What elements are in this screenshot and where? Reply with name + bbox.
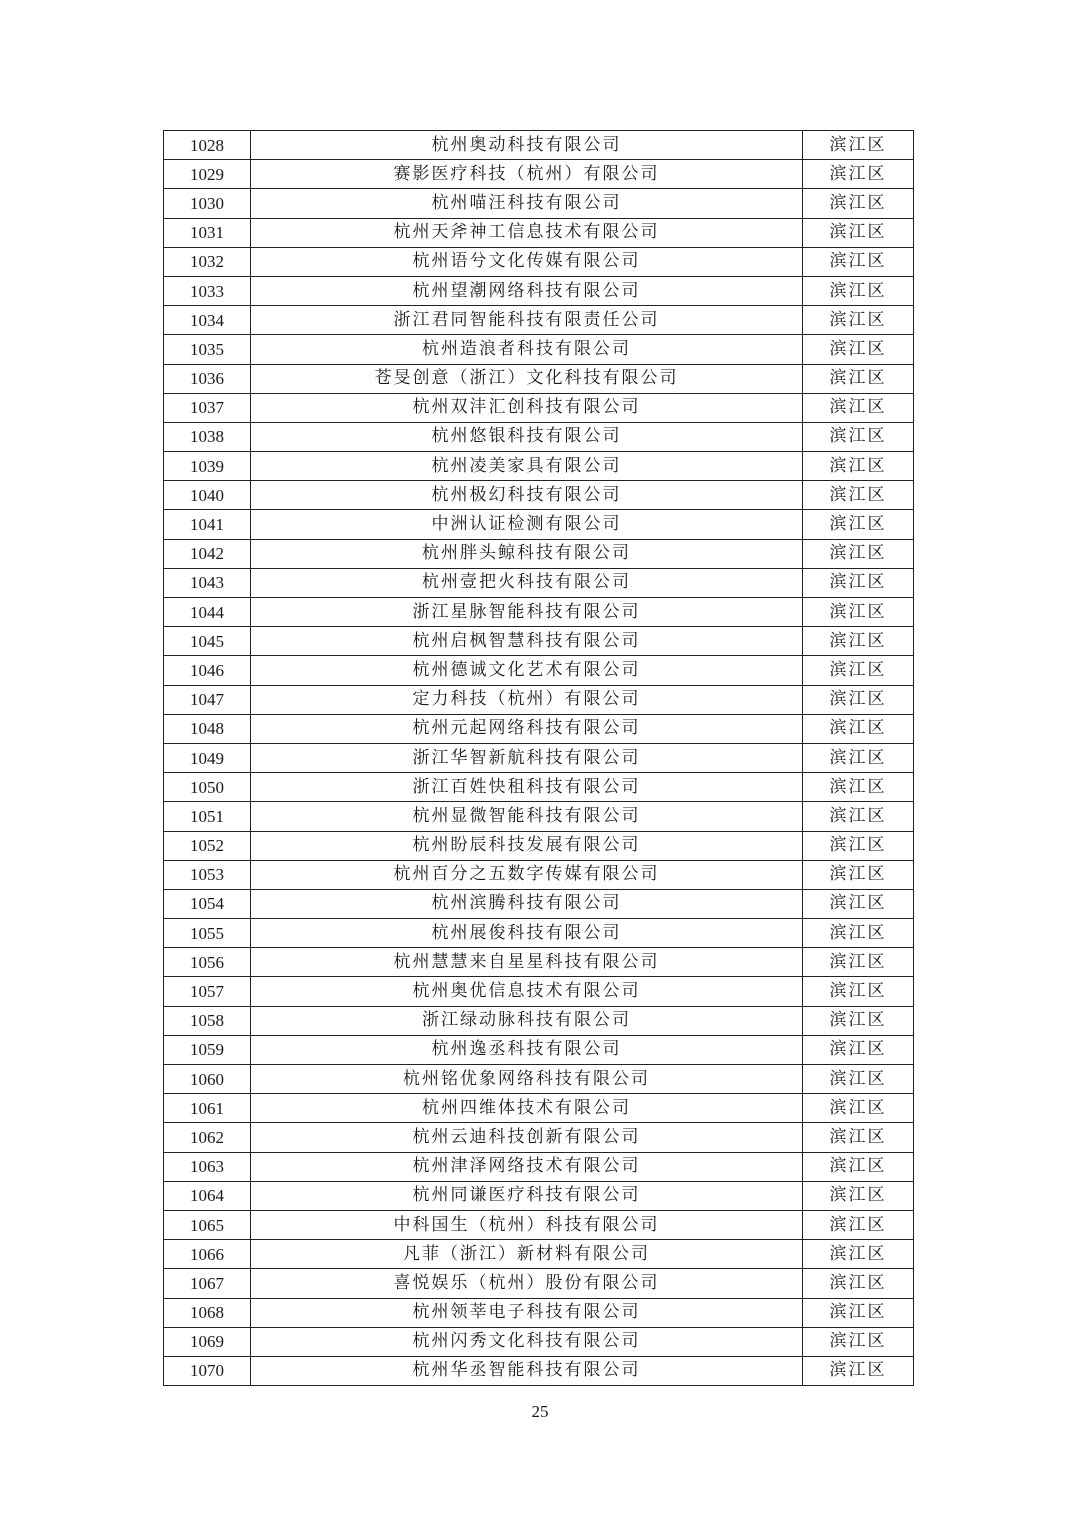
- table-row: [164, 1327, 914, 1356]
- district-name: 滨江区: [803, 218, 914, 247]
- table-row: [164, 481, 914, 510]
- table-row: [164, 247, 914, 276]
- table-row: [164, 831, 914, 860]
- table-row: [164, 189, 914, 218]
- table-row: [164, 919, 914, 948]
- row-number: 1050: [164, 773, 251, 802]
- company-name: 杭州滨腾科技有限公司: [251, 889, 803, 918]
- district-name: 滨江区: [803, 452, 914, 481]
- district-name: 滨江区: [803, 1065, 914, 1094]
- district-name: 滨江区: [803, 131, 914, 160]
- table-row: [164, 889, 914, 918]
- table-row: [164, 773, 914, 802]
- table-row: [164, 1035, 914, 1064]
- table-row: [164, 364, 914, 393]
- district-name: 滨江区: [803, 919, 914, 948]
- row-number: 1044: [164, 598, 251, 627]
- row-number: 1040: [164, 481, 251, 510]
- company-name: 杭州喵汪科技有限公司: [251, 189, 803, 218]
- district-name: 滨江区: [803, 364, 914, 393]
- district-name: 滨江区: [803, 1298, 914, 1327]
- table-row: [164, 1152, 914, 1181]
- company-name: 杭州奥动科技有限公司: [251, 131, 803, 160]
- row-number: 1046: [164, 656, 251, 685]
- row-number: 1055: [164, 919, 251, 948]
- table-row: [164, 1006, 914, 1035]
- row-number: 1064: [164, 1181, 251, 1210]
- table-row: [164, 1065, 914, 1094]
- table-row: [164, 1210, 914, 1239]
- table-row: [164, 1269, 914, 1298]
- district-name: 滨江区: [803, 831, 914, 860]
- company-name: 浙江星脉智能科技有限公司: [251, 598, 803, 627]
- row-number: 1066: [164, 1240, 251, 1269]
- district-name: 滨江区: [803, 889, 914, 918]
- table-row: [164, 306, 914, 335]
- district-name: 滨江区: [803, 160, 914, 189]
- district-name: 滨江区: [803, 481, 914, 510]
- district-name: 滨江区: [803, 773, 914, 802]
- company-name: 定力科技（杭州）有限公司: [251, 685, 803, 714]
- company-name: 杭州凌美家具有限公司: [251, 452, 803, 481]
- district-name: 滨江区: [803, 1356, 914, 1385]
- company-name: 杭州壹把火科技有限公司: [251, 568, 803, 597]
- district-name: 滨江区: [803, 802, 914, 831]
- district-name: 滨江区: [803, 598, 914, 627]
- district-name: 滨江区: [803, 743, 914, 772]
- row-number: 1065: [164, 1210, 251, 1239]
- table-row: [164, 276, 914, 305]
- district-name: 滨江区: [803, 539, 914, 568]
- company-name: 凡菲（浙江）新材料有限公司: [251, 1240, 803, 1269]
- district-name: 滨江区: [803, 1240, 914, 1269]
- company-name: 杭州显微智能科技有限公司: [251, 802, 803, 831]
- table-row: [164, 422, 914, 451]
- company-name: 喜悦娱乐（杭州）股份有限公司: [251, 1269, 803, 1298]
- district-name: 滨江区: [803, 627, 914, 656]
- district-name: 滨江区: [803, 1327, 914, 1356]
- company-name: 苍旻创意（浙江）文化科技有限公司: [251, 364, 803, 393]
- row-number: 1035: [164, 335, 251, 364]
- row-number: 1031: [164, 218, 251, 247]
- row-number: 1043: [164, 568, 251, 597]
- table-row: [164, 539, 914, 568]
- row-number: 1067: [164, 1269, 251, 1298]
- company-name: 杭州德诚文化艺术有限公司: [251, 656, 803, 685]
- table-body: [164, 131, 914, 1386]
- row-number: 1042: [164, 539, 251, 568]
- district-name: 滨江区: [803, 1123, 914, 1152]
- company-name: 杭州望潮网络科技有限公司: [251, 276, 803, 305]
- row-number: 1037: [164, 393, 251, 422]
- row-number: 1059: [164, 1035, 251, 1064]
- district-name: 滨江区: [803, 685, 914, 714]
- company-name: 杭州同谦医疗科技有限公司: [251, 1181, 803, 1210]
- district-name: 滨江区: [803, 276, 914, 305]
- district-name: 滨江区: [803, 1210, 914, 1239]
- district-name: 滨江区: [803, 568, 914, 597]
- table-row: [164, 1356, 914, 1385]
- row-number: 1048: [164, 714, 251, 743]
- company-name: 杭州逸丞科技有限公司: [251, 1035, 803, 1064]
- row-number: 1045: [164, 627, 251, 656]
- row-number: 1061: [164, 1094, 251, 1123]
- row-number: 1052: [164, 831, 251, 860]
- company-name: 杭州悠银科技有限公司: [251, 422, 803, 451]
- row-number: 1032: [164, 247, 251, 276]
- table-row: [164, 1298, 914, 1327]
- row-number: 1070: [164, 1356, 251, 1385]
- row-number: 1062: [164, 1123, 251, 1152]
- row-number: 1053: [164, 860, 251, 889]
- row-number: 1058: [164, 1006, 251, 1035]
- table-row: [164, 1181, 914, 1210]
- district-name: 滨江区: [803, 1094, 914, 1123]
- row-number: 1069: [164, 1327, 251, 1356]
- table-row: [164, 568, 914, 597]
- row-number: 1057: [164, 977, 251, 1006]
- company-name: 中科国生（杭州）科技有限公司: [251, 1210, 803, 1239]
- company-name: 杭州领莘电子科技有限公司: [251, 1298, 803, 1327]
- company-name: 杭州慧慧来自星星科技有限公司: [251, 948, 803, 977]
- district-name: 滨江区: [803, 422, 914, 451]
- page-number: 25: [531, 1402, 549, 1421]
- district-name: 滨江区: [803, 510, 914, 539]
- district-name: 滨江区: [803, 1269, 914, 1298]
- row-number: 1060: [164, 1065, 251, 1094]
- company-name: 浙江君同智能科技有限责任公司: [251, 306, 803, 335]
- table-row: [164, 218, 914, 247]
- district-name: 滨江区: [803, 335, 914, 364]
- district-name: 滨江区: [803, 656, 914, 685]
- table-row: [164, 948, 914, 977]
- table-row: [164, 685, 914, 714]
- company-name: 杭州铭优象网络科技有限公司: [251, 1065, 803, 1094]
- district-name: 滨江区: [803, 306, 914, 335]
- district-name: 滨江区: [803, 977, 914, 1006]
- company-name: 杭州启枫智慧科技有限公司: [251, 627, 803, 656]
- row-number: 1034: [164, 306, 251, 335]
- company-name: 浙江绿动脉科技有限公司: [251, 1006, 803, 1035]
- row-number: 1068: [164, 1298, 251, 1327]
- company-name: 杭州闪秀文化科技有限公司: [251, 1327, 803, 1356]
- row-number: 1063: [164, 1152, 251, 1181]
- table-row: [164, 510, 914, 539]
- company-name: 杭州云迪科技创新有限公司: [251, 1123, 803, 1152]
- row-number: 1041: [164, 510, 251, 539]
- district-name: 滨江区: [803, 1006, 914, 1035]
- company-name: 杭州四维体技术有限公司: [251, 1094, 803, 1123]
- row-number: 1056: [164, 948, 251, 977]
- company-name: 浙江百姓快租科技有限公司: [251, 773, 803, 802]
- row-number: 1038: [164, 422, 251, 451]
- row-number: 1051: [164, 802, 251, 831]
- row-number: 1033: [164, 276, 251, 305]
- row-number: 1028: [164, 131, 251, 160]
- company-name: 杭州盼辰科技发展有限公司: [251, 831, 803, 860]
- table-row: [164, 1123, 914, 1152]
- company-name: 杭州胖头鲸科技有限公司: [251, 539, 803, 568]
- table-row: [164, 860, 914, 889]
- company-name: 杭州奥优信息技术有限公司: [251, 977, 803, 1006]
- company-name: 杭州展俊科技有限公司: [251, 919, 803, 948]
- company-name: 杭州华丞智能科技有限公司: [251, 1356, 803, 1385]
- row-number: 1036: [164, 364, 251, 393]
- district-name: 滨江区: [803, 714, 914, 743]
- district-name: 滨江区: [803, 860, 914, 889]
- company-name: 中洲认证检测有限公司: [251, 510, 803, 539]
- district-name: 滨江区: [803, 948, 914, 977]
- row-number: 1049: [164, 743, 251, 772]
- company-list-table: [163, 130, 914, 1386]
- row-number: 1039: [164, 452, 251, 481]
- district-name: 滨江区: [803, 189, 914, 218]
- row-number: 1030: [164, 189, 251, 218]
- table-row: [164, 627, 914, 656]
- company-name: 赛影医疗科技（杭州）有限公司: [251, 160, 803, 189]
- table-row: [164, 802, 914, 831]
- table-row: [164, 335, 914, 364]
- table-row: [164, 131, 914, 160]
- table-row: [164, 743, 914, 772]
- table-row: [164, 1094, 914, 1123]
- company-name: 杭州天斧神工信息技术有限公司: [251, 218, 803, 247]
- company-name: 杭州造浪者科技有限公司: [251, 335, 803, 364]
- company-name: 浙江华智新航科技有限公司: [251, 743, 803, 772]
- company-name: 杭州语兮文化传媒有限公司: [251, 247, 803, 276]
- row-number: 1054: [164, 889, 251, 918]
- row-number: 1047: [164, 685, 251, 714]
- district-name: 滨江区: [803, 1035, 914, 1064]
- table-row: [164, 452, 914, 481]
- district-name: 滨江区: [803, 1181, 914, 1210]
- district-name: 滨江区: [803, 1152, 914, 1181]
- company-name: 杭州津泽网络技术有限公司: [251, 1152, 803, 1181]
- table-row: [164, 714, 914, 743]
- company-name: 杭州双沣汇创科技有限公司: [251, 393, 803, 422]
- table-row: [164, 393, 914, 422]
- company-name: 杭州极幻科技有限公司: [251, 481, 803, 510]
- district-name: 滨江区: [803, 247, 914, 276]
- company-name: 杭州元起网络科技有限公司: [251, 714, 803, 743]
- table-row: [164, 656, 914, 685]
- table-row: [164, 160, 914, 189]
- table-row: [164, 1240, 914, 1269]
- company-name: 杭州百分之五数字传媒有限公司: [251, 860, 803, 889]
- row-number: 1029: [164, 160, 251, 189]
- table-row: [164, 598, 914, 627]
- table-row: [164, 977, 914, 1006]
- district-name: 滨江区: [803, 393, 914, 422]
